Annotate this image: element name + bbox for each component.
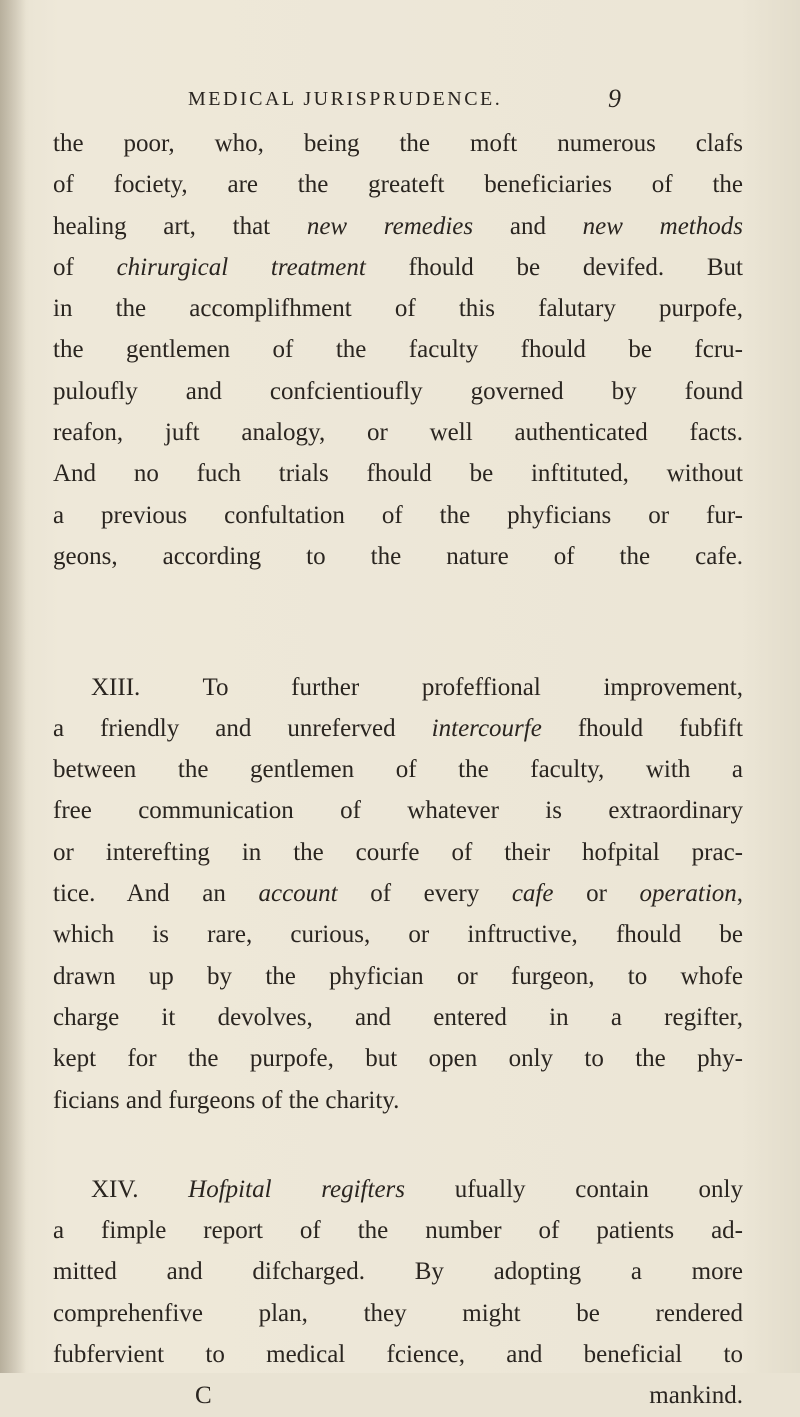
running-head bbox=[188, 84, 668, 113]
italic-run: new methods bbox=[582, 212, 743, 240]
text-line bbox=[53, 708, 743, 749]
page-number: 9 bbox=[608, 84, 624, 113]
text-run: or bbox=[553, 880, 640, 908]
text-run: a friendly and unreferved bbox=[53, 714, 432, 742]
text-line bbox=[53, 247, 743, 288]
italic-run: account bbox=[258, 880, 338, 908]
text-line: geons, according to the nature of the cafe. bbox=[53, 542, 743, 570]
paragraph-gap bbox=[53, 1121, 743, 1169]
text-line: a fimple report of the number of patients ad- bbox=[53, 1217, 743, 1245]
text-line bbox=[53, 1169, 743, 1210]
paragraph-gap bbox=[53, 619, 743, 667]
text-line: the poor, who, being the moft numerous clafs bbox=[53, 130, 743, 157]
text-line: reafon, juft analogy, or well authenticated facts. bbox=[53, 419, 743, 447]
text-line: And no fuch trials fhould be inftituted, without bbox=[53, 460, 743, 488]
text-line: between the gentlemen of the faculty, with a bbox=[53, 756, 743, 784]
text-line: XIII. To further profeffional improvement, bbox=[91, 673, 743, 701]
text-run: of bbox=[53, 253, 117, 281]
text-line: or interefting in the courfe of their hofpital prac- bbox=[53, 838, 743, 866]
text-line bbox=[53, 288, 743, 329]
text-run: fhould be devifed. But bbox=[365, 253, 743, 281]
text-line: ficians and furgeons of the charity. bbox=[53, 1086, 400, 1114]
italic-run: intercourfe bbox=[431, 714, 542, 742]
text-line: free communication of whatever is extraordinary bbox=[53, 797, 743, 825]
text-line: puloufly and confcientioufly governed by found bbox=[53, 377, 743, 405]
catchword: mankind. bbox=[649, 1382, 743, 1410]
signature-line bbox=[53, 1375, 743, 1416]
italic-run: new remedies bbox=[306, 212, 474, 240]
text-line: mitted and difcharged. By adopting a more bbox=[53, 1258, 743, 1286]
text-line: comprehenfive plan, they might be rendered bbox=[53, 1299, 743, 1327]
text-line: which is rare, curious, or inftructive, fhould be bbox=[53, 921, 743, 949]
text-line: a previous confultation of the phyficians or fur- bbox=[53, 501, 743, 529]
text-line: of fociety, are the greateft beneficiaries of the bbox=[53, 171, 743, 199]
text-run: tice. And an bbox=[53, 880, 259, 908]
text-line: kept for the purpofe, but open only to the phy- bbox=[53, 1045, 743, 1073]
text-line: charge it devolves, and entered in a regifter, bbox=[53, 1003, 743, 1031]
text-line bbox=[53, 577, 743, 618]
text-run: XIV. bbox=[91, 1175, 189, 1203]
text-run: and bbox=[473, 212, 583, 240]
text-run: healing art, that bbox=[53, 212, 307, 240]
text-line: fubfervient to medical fcience, and beneficial to bbox=[53, 1341, 743, 1369]
running-head-title: MEDICAL JURISPRUDENCE. bbox=[188, 88, 503, 110]
text-run: of every bbox=[337, 880, 512, 908]
text-line bbox=[53, 873, 743, 914]
italic-run: operation bbox=[639, 880, 737, 908]
italic-run: chirurgical treatment bbox=[116, 253, 366, 281]
italic-run: cafe bbox=[511, 880, 554, 908]
text-run: ufually contain only bbox=[405, 1175, 743, 1203]
text-line: drawn up by the phyfician or furgeon, to whofe bbox=[53, 962, 743, 990]
text-run: fhould fubfift bbox=[541, 714, 743, 742]
signature-mark: C bbox=[195, 1382, 212, 1410]
body-text bbox=[53, 123, 743, 1417]
page-gutter-shadow bbox=[0, 0, 26, 1373]
text-line bbox=[53, 206, 743, 247]
italic-run: Hofpital regifters bbox=[188, 1175, 406, 1203]
text-line: the gentlemen of the faculty fhould be fcru- bbox=[53, 336, 743, 364]
text-run: , bbox=[736, 880, 744, 908]
text-run: in the accomplifhment of this falutary purpofe, bbox=[53, 295, 743, 323]
